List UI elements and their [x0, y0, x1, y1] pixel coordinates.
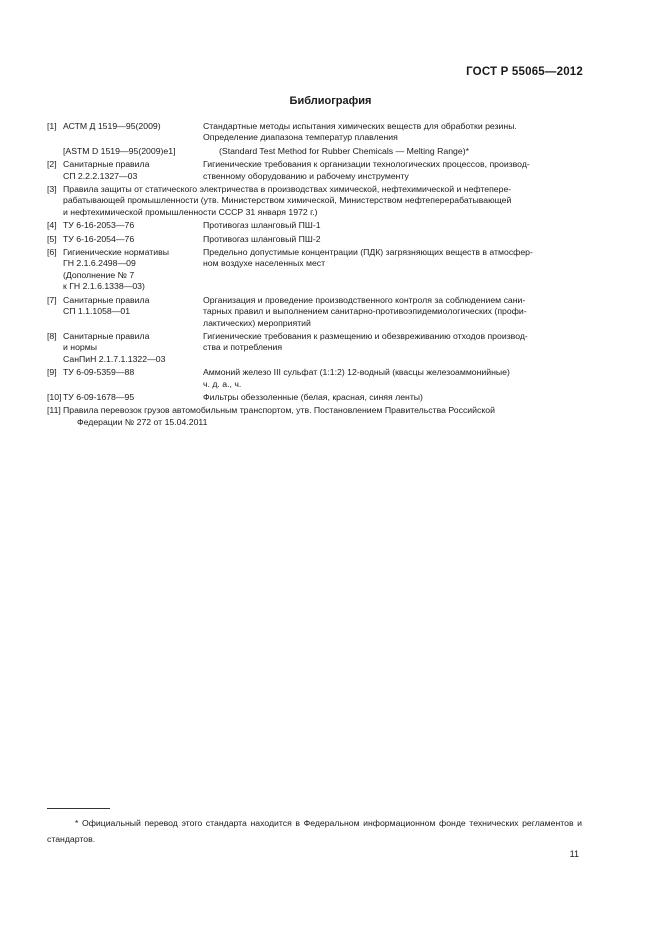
entry-text-line: Фильтры обеззоленные (белая, красная, синяя ленты) — [203, 391, 423, 402]
entry-description — [203, 159, 582, 182]
entry-text-line: Стандартные методы испытания химических веществ для обработки резины. — [203, 121, 517, 131]
entry-source — [47, 146, 219, 157]
entry-text-line: Противогаз шланговый ПШ-1 — [203, 220, 321, 231]
entry-number: [4] — [47, 220, 57, 231]
entry-source-line: СП 1.1.1058—01 — [63, 306, 131, 317]
entry-number: [1] — [47, 121, 57, 131]
entry-full-text — [63, 184, 582, 218]
entry-source-line: СП 2.2.2.1327—03 — [63, 170, 138, 181]
entry-description — [203, 220, 582, 231]
entry-text-line: Гигиенические требования к размещению и обезвреживанию отходов производ- — [203, 330, 528, 341]
entry-source — [63, 220, 203, 231]
entry-text-line: рабатывающей промышленности (утв. Министерством химической, Министерством нефтеперерабатывающей — [63, 195, 512, 206]
entry-number: [3] — [47, 184, 57, 195]
entry-text-line: (Standard Test Method for Rubber Chemicals — Melting Range)* — [219, 145, 469, 156]
entry-text-line: ства и потребления — [203, 342, 283, 353]
entry-description — [203, 295, 582, 329]
entry-text-line: и нефтехимической промышленности СССР 31 января 1972 г.) — [63, 206, 318, 217]
bibliography-entry — [47, 184, 582, 218]
entry-source-line: [ASTM D 1519—95(2009)e1] — [63, 145, 176, 156]
bibliography-entry — [47, 234, 582, 245]
bibliography-entry — [47, 247, 582, 293]
entry-text-line: Определение диапазона температур плавления — [203, 132, 398, 143]
entry-number: [10] — [47, 391, 62, 402]
entry-text-line: Предельно допустимые концентрации (ПДК) загрязняющих веществ в атмосфер- — [203, 247, 533, 258]
entry-source-line: ТУ 6-16-2053—76 — [63, 220, 135, 231]
bibliography-entry — [47, 295, 582, 329]
entry-text-line: Противогаз шланговый ПШ-2 — [203, 233, 321, 244]
entry-source-line: (Дополнение № 7 — [63, 269, 135, 280]
bibliography-entry — [47, 392, 582, 403]
entry-description — [219, 146, 582, 157]
entry-text-line: Организация и проведение производственного контроля за соблюдением сани- — [203, 294, 526, 305]
entry-description — [203, 392, 582, 403]
bibliography-entry — [47, 146, 582, 157]
footnote-text: Официальный перевод этого стандарта находится в Федеральном информационном фонде технических регламентов и стандартов. — [47, 818, 582, 844]
bibliography-entry — [47, 367, 582, 390]
entry-source — [63, 159, 203, 182]
bibliography-entry — [47, 121, 582, 144]
entry-number: [11] — [47, 405, 61, 416]
entry-text-line: Гигиенические требования к организации технологических процессов, производ- — [203, 159, 530, 170]
bibliography-entry — [47, 159, 582, 182]
entry-description — [203, 367, 582, 390]
page-title: Библиография — [289, 95, 372, 107]
entry-source-line: Санитарные правила — [63, 159, 150, 170]
entry-source — [63, 295, 203, 329]
entry-text-line: ном воздухе населенных мест — [203, 258, 326, 269]
entry-text-line: ственному оборудованию и рабочему инструменту — [203, 170, 409, 181]
entry-source-line: Санитарные правила — [63, 330, 150, 341]
entry-source — [63, 392, 203, 403]
bibliography-entry — [47, 331, 582, 365]
entry-source — [63, 367, 203, 390]
entry-source-line: АСТМ Д 1519—95(2009) — [63, 121, 161, 131]
entry-number: [8] — [47, 330, 57, 341]
entry-text-line: тарных правил и выполнением санитарно-противоэпидемиологических (профи- — [203, 306, 527, 317]
footnote-divider — [47, 808, 110, 809]
footnote — [47, 815, 582, 847]
entry-text-line: ч. д. а., ч. — [203, 378, 242, 389]
entry-source-line: к ГН 2.1.6.1338—03) — [63, 281, 145, 292]
entry-source-line: СанПиН 2.1.7.1.1322—03 — [63, 353, 166, 364]
footnote-mark: * — [75, 818, 79, 828]
entry-text-line: Федерации № 272 от 15.04.2011 — [77, 416, 208, 427]
entry-number: [5] — [47, 233, 57, 244]
entry-description — [203, 121, 582, 144]
entry-number: [7] — [47, 294, 57, 305]
entry-description — [203, 234, 582, 245]
entry-source-line: ТУ 6-09-1678—95 — [63, 391, 135, 402]
bibliography-list — [47, 121, 582, 430]
entry-description — [203, 247, 582, 293]
entry-text-line: Правила защиты от статического электричества в производствах химической, нефтехимической и нефтепере- — [63, 184, 512, 195]
entry-source — [63, 247, 203, 293]
entry-number: [6] — [47, 247, 57, 258]
entry-source-line: Гигиенические нормативы — [63, 247, 169, 258]
entry-source — [63, 331, 203, 365]
entry-text-line: Аммоний железо III сульфат (1:1:2) 12-водный (квасцы железоаммонийные) — [203, 367, 510, 378]
entry-full-text — [63, 405, 582, 428]
bibliography-entry — [47, 220, 582, 231]
entry-number: [2] — [47, 159, 57, 170]
entry-source-line: и нормы — [63, 342, 97, 353]
entry-source-line: ТУ 6-09-5359—88 — [63, 367, 135, 378]
page-number: 11 — [569, 849, 579, 859]
entry-text-line: Правила перевозок грузов автомобильным транспортом, утв. Постановлением Правительства Российской — [63, 405, 495, 416]
entry-number: [9] — [47, 367, 57, 378]
entry-source-line: ТУ 6-16-2054—76 — [63, 233, 135, 244]
entry-source-line: Санитарные правила — [63, 294, 150, 305]
standard-designation: ГОСТ Р 55065—2012 — [466, 66, 583, 78]
entry-text-line: лактических) мероприятий — [203, 317, 311, 328]
entry-source — [63, 121, 203, 144]
entry-description — [203, 331, 582, 365]
bibliography-entry — [47, 405, 582, 428]
entry-source-line: ГН 2.1.6.2498—09 — [63, 258, 136, 269]
entry-source — [63, 234, 203, 245]
